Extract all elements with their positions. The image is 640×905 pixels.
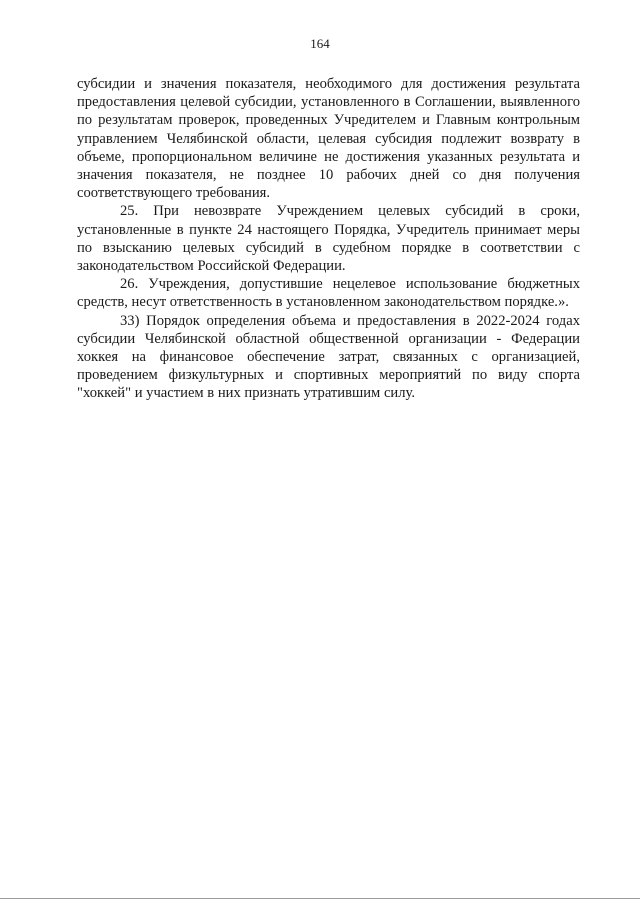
page-number: 164 — [310, 36, 330, 51]
paragraph-25: 25. При невозврате Учреждением целевых субсидий в сроки, установленные в пункте 24 настоящего Порядка, Учредитель принимает меры по взысканию целевых субсидий в судебном порядке в соответствии с законодательством Российской Федерации. — [77, 203, 580, 275]
bottom-scan-edge — [0, 898, 640, 899]
paragraph-26: 26. Учреждения, допустившие нецелевое использование бюджетных средств, несут ответственность в установленном законодательством порядке.». — [77, 276, 580, 311]
paragraph-33: 33) Порядок определения объема и предоставления в 2022-2024 годах субсидии Челябинской областной общественной организации - Федерации хоккея на финансовое обеспечение затрат, связанных с организацией, проведением физкультурных и спортивных мероприятий по виду спорта "хоккей" и участием в них признать утратившим силу. — [77, 312, 580, 402]
paragraph-continuation: субсидии и значения показателя, необходимого для достижения результата предоставления целевой субсидии, установленного в Соглашении, выявленного по результатам проверок, проведенных Учредителем и Главным контрольным управлением Челябинской области, целевая субсидия подлежит возврату в объеме, пропорциональном величине не достижения указанных результата и значения показателя, не позднее 10 рабочих дней со дня получения соответствующего требования. — [77, 76, 580, 202]
document-body — [77, 75, 580, 403]
